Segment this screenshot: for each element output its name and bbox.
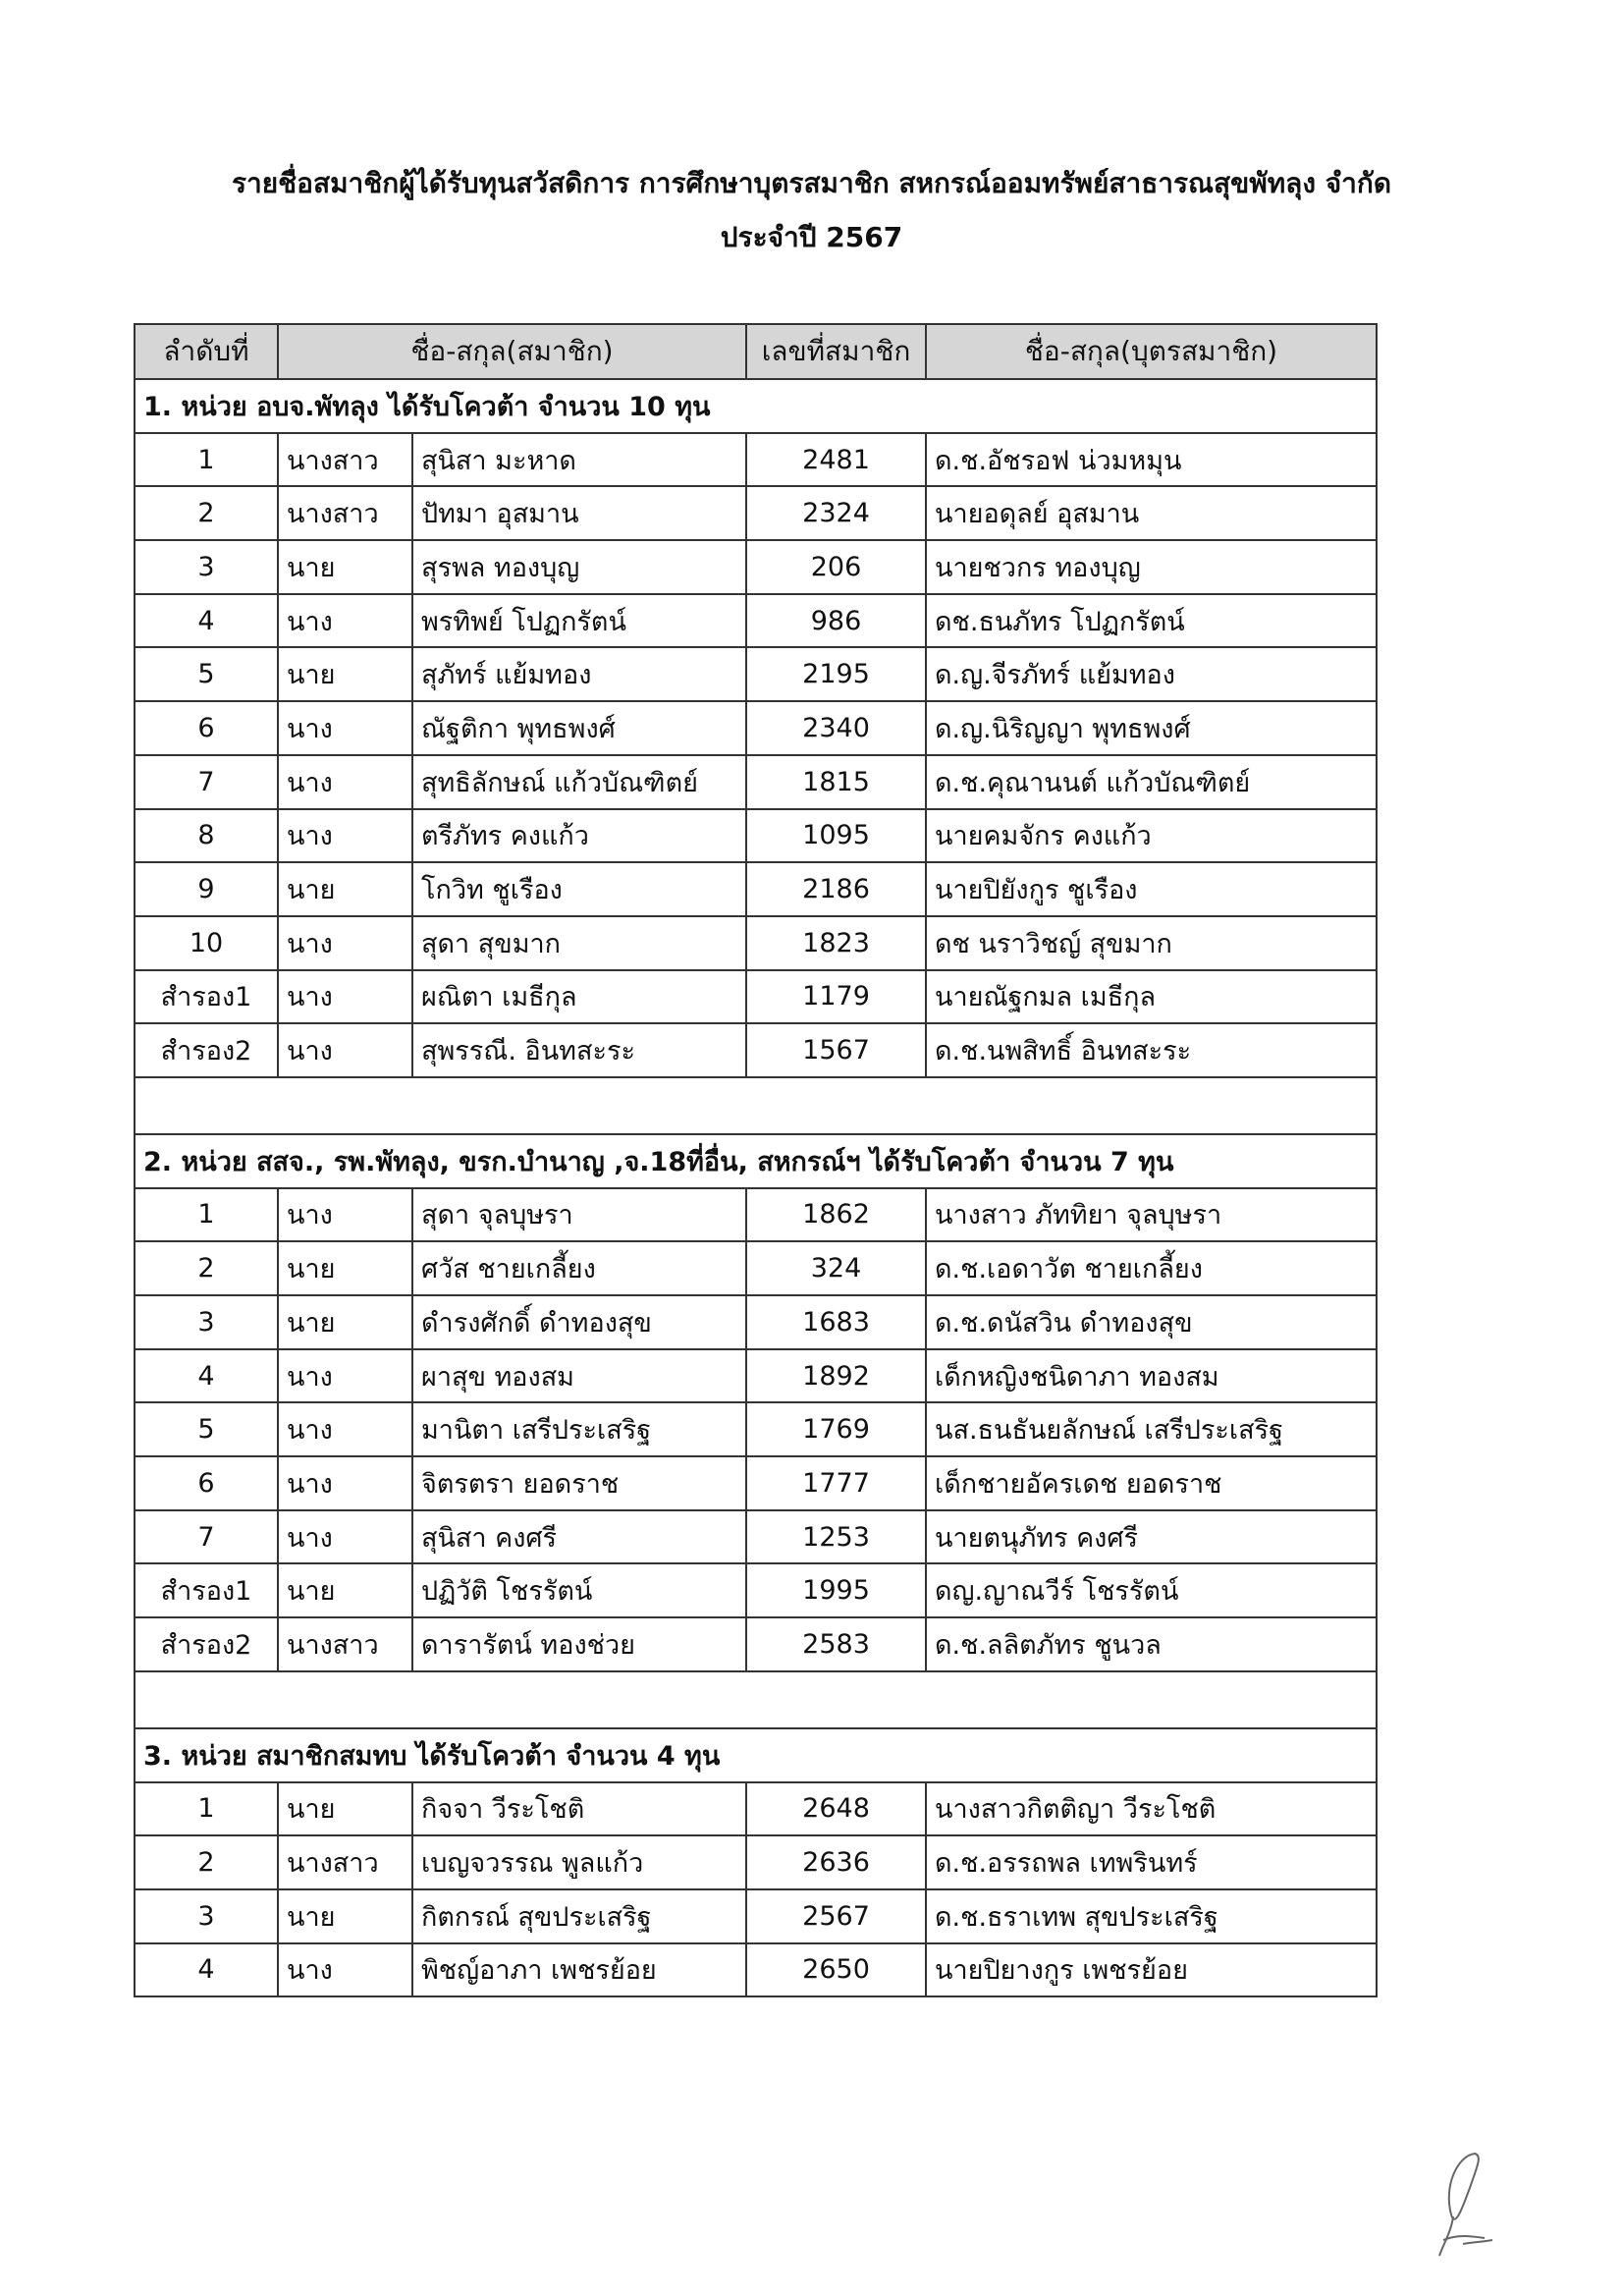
cell-member-id: 1769: [746, 1402, 926, 1456]
cell-no: 4: [135, 1349, 278, 1403]
cell-no: 8: [135, 809, 278, 863]
cell-member-name: พรทิพย์ โปฏกรัตน์: [412, 594, 746, 648]
cell-member-id: 2340: [746, 701, 926, 755]
cell-child-name: ด.ช.ลลิตภัทร ชูนวล: [926, 1617, 1377, 1671]
table-row: [135, 1617, 1377, 1671]
cell-member-id: 324: [746, 1241, 926, 1295]
cell-prefix: นางสาว: [278, 433, 412, 487]
cell-no: 7: [135, 1510, 278, 1564]
cell-child-name: ดช.ธนภัทร โปฏกรัตน์: [926, 594, 1377, 648]
cell-child-name: นายปิยังกูร ชูเรือง: [926, 862, 1377, 916]
cell-child-name: นางสาว ภัททิยา จุลบุษรา: [926, 1188, 1377, 1242]
table-row: [135, 647, 1377, 701]
cell-no: 1: [135, 433, 278, 487]
cell-member-id: 2186: [746, 862, 926, 916]
section-heading: 1. หน่วย อบจ.พัทลุง ได้รับโควต้า จำนวน 10 ทุน: [135, 379, 1377, 433]
cell-member-name: ผาสุข ทองสม: [412, 1349, 746, 1403]
cell-member-name: เบญจวรรณ พูลแก้ว: [412, 1835, 746, 1889]
cell-prefix: นาย: [278, 540, 412, 594]
cell-member-id: 2648: [746, 1782, 926, 1836]
table-row: [135, 1563, 1377, 1617]
scholarship-table: [134, 323, 1378, 1997]
cell-no: 5: [135, 1402, 278, 1456]
cell-child-name: ด.ญ.นิริญญา พุทธพงศ์: [926, 701, 1377, 755]
cell-no: 2: [135, 1241, 278, 1295]
cell-member-id: 1823: [746, 916, 926, 970]
cell-no: สำรอง1: [135, 1563, 278, 1617]
cell-child-name: เด็กหญิงชนิดาภา ทองสม: [926, 1349, 1377, 1403]
cell-child-name: ด.ช.อัชรอฟ น่วมหมุน: [926, 433, 1377, 487]
cell-member-id: 1995: [746, 1563, 926, 1617]
cell-member-id: 1567: [746, 1023, 926, 1077]
table-row: [135, 1023, 1377, 1077]
section-heading: 2. หน่วย สสจ., รพ.พัทลุง, ขรก.บำนาญ ,จ.18ที่อื่น, สหกรณ์ฯ ได้รับโควต้า จำนวน 7 ทุน: [135, 1134, 1377, 1188]
cell-member-name: ปัทมา อุสมาน: [412, 486, 746, 540]
cell-member-id: 206: [746, 540, 926, 594]
cell-prefix: นาย: [278, 647, 412, 701]
cell-member-name: ดารารัตน์ ทองช่วย: [412, 1617, 746, 1671]
cell-member-name: ดำรงศักดิ์ ดำทองสุข: [412, 1295, 746, 1349]
table-row: [135, 809, 1377, 863]
cell-prefix: นาง: [278, 755, 412, 809]
table-row: [135, 1402, 1377, 1456]
cell-member-id: 1862: [746, 1188, 926, 1242]
section-heading-row: [135, 1134, 1377, 1188]
cell-no: 9: [135, 862, 278, 916]
cell-prefix: นาย: [278, 1889, 412, 1943]
cell-no: 2: [135, 486, 278, 540]
cell-member-name: ศวัส ชายเกลี้ยง: [412, 1241, 746, 1295]
cell-prefix: นาง: [278, 594, 412, 648]
section-heading-row: [135, 379, 1377, 433]
table-row: [135, 970, 1377, 1024]
cell-child-name: ด.ช.คุณานนต์ แก้วบัณฑิตย์: [926, 755, 1377, 809]
cell-member-id: 1777: [746, 1456, 926, 1510]
header-no: ลำดับที่: [135, 324, 278, 379]
table-row: [135, 1241, 1377, 1295]
cell-prefix: นาง: [278, 1402, 412, 1456]
cell-member-id: 1179: [746, 970, 926, 1024]
table-header-row: [135, 324, 1377, 379]
table-row: [135, 433, 1377, 487]
cell-no: 7: [135, 755, 278, 809]
cell-member-name: กิตกรณ์ สุขประเสริฐ: [412, 1889, 746, 1943]
cell-prefix: นาย: [278, 1241, 412, 1295]
cell-no: สำรอง1: [135, 970, 278, 1024]
blank-cell: [135, 1671, 1377, 1728]
table-row: [135, 1889, 1377, 1943]
cell-no: 2: [135, 1835, 278, 1889]
cell-prefix: นาย: [278, 1782, 412, 1836]
table-row: [135, 1943, 1377, 1997]
cell-no: 3: [135, 1295, 278, 1349]
table-row: [135, 1188, 1377, 1242]
header-member-name: ชื่อ-สกุล(สมาชิก): [278, 324, 746, 379]
cell-child-name: นายอดุลย์ อุสมาน: [926, 486, 1377, 540]
cell-child-name: ด.ช.เอดาวัต ชายเกลี้ยง: [926, 1241, 1377, 1295]
cell-member-name: สุทธิลักษณ์ แก้วบัณฑิตย์: [412, 755, 746, 809]
cell-prefix: นาง: [278, 809, 412, 863]
table-row: [135, 1349, 1377, 1403]
cell-no: 6: [135, 701, 278, 755]
cell-member-id: 1253: [746, 1510, 926, 1564]
cell-member-name: สุพรรณี. อินทสะระ: [412, 1023, 746, 1077]
cell-member-name: มานิตา เสรีประเสริฐ: [412, 1402, 746, 1456]
cell-member-id: 2650: [746, 1943, 926, 1997]
section-heading: 3. หน่วย สมาชิกสมทบ ได้รับโควต้า จำนวน 4 ทุน: [135, 1728, 1377, 1782]
cell-member-id: 2195: [746, 647, 926, 701]
table-row: [135, 1456, 1377, 1510]
cell-no: 4: [135, 1943, 278, 1997]
cell-member-name: ตรีภัทร คงแก้ว: [412, 809, 746, 863]
cell-child-name: ด.ช.ธราเทพ สุขประเสริฐ: [926, 1889, 1377, 1943]
table-row: [135, 1295, 1377, 1349]
table-row: [135, 862, 1377, 916]
signature-image: [1414, 2146, 1512, 2264]
table-body: [135, 379, 1377, 1996]
cell-member-name: จิตรตรา ยอดราช: [412, 1456, 746, 1510]
cell-child-name: ด.ช.นพสิทธิ์ อินทสะระ: [926, 1023, 1377, 1077]
table-row: [135, 701, 1377, 755]
cell-prefix: นาง: [278, 1023, 412, 1077]
table-row: [135, 594, 1377, 648]
cell-member-id: 2324: [746, 486, 926, 540]
cell-child-name: ด.ญ.จีรภัทร์ แย้มทอง: [926, 647, 1377, 701]
cell-prefix: นาย: [278, 1295, 412, 1349]
cell-member-name: สุนิสา มะหาด: [412, 433, 746, 487]
cell-member-name: สุนิสา คงศรี: [412, 1510, 746, 1564]
cell-member-id: 1892: [746, 1349, 926, 1403]
cell-child-name: นส.ธนธันยลักษณ์ เสรีประเสริฐ: [926, 1402, 1377, 1456]
table-row: [135, 540, 1377, 594]
cell-no: 5: [135, 647, 278, 701]
cell-member-id: 2636: [746, 1835, 926, 1889]
cell-member-id: 1683: [746, 1295, 926, 1349]
cell-member-id: 1815: [746, 755, 926, 809]
cell-member-name: พิชญ์อาภา เพชรย้อย: [412, 1943, 746, 1997]
cell-child-name: นายชวกร ทองบุญ: [926, 540, 1377, 594]
cell-child-name: ดญ.ญาณวีร์ โชรรัตน์: [926, 1563, 1377, 1617]
cell-member-id: 986: [746, 594, 926, 648]
table-row: [135, 1835, 1377, 1889]
cell-member-name: สุภัทร์ แย้มทอง: [412, 647, 746, 701]
blank-row: [135, 1671, 1377, 1728]
cell-member-id: 1095: [746, 809, 926, 863]
document-title: รายชื่อสมาชิกผู้ได้รับทุนสวัสดิการ การศึกษาบุตรสมาชิก สหกรณ์ออมทรัพย์สาธารณสุขพัทลุง จำกัด: [231, 167, 1392, 199]
document-subtitle-year: ประจำปี 2567: [720, 221, 903, 253]
cell-prefix: นางสาว: [278, 1835, 412, 1889]
cell-prefix: นางสาว: [278, 486, 412, 540]
cell-no: สำรอง2: [135, 1617, 278, 1671]
cell-prefix: นาง: [278, 916, 412, 970]
cell-child-name: นายคมจักร คงแก้ว: [926, 809, 1377, 863]
cell-no: 6: [135, 1456, 278, 1510]
table-row: [135, 486, 1377, 540]
cell-no: 1: [135, 1188, 278, 1242]
cell-no: 10: [135, 916, 278, 970]
cell-child-name: นายปิยางกูร เพชรย้อย: [926, 1943, 1377, 1997]
header-child-name: ชื่อ-สกุล(บุตรสมาชิก): [926, 324, 1377, 379]
cell-member-name: โกวิท ชูเรือง: [412, 862, 746, 916]
cell-no: สำรอง2: [135, 1023, 278, 1077]
table-row: [135, 1782, 1377, 1836]
cell-member-name: สุดา จุลบุษรา: [412, 1188, 746, 1242]
cell-member-id: 2583: [746, 1617, 926, 1671]
cell-prefix: นาง: [278, 1943, 412, 1997]
cell-child-name: นางสาวกิตติญา วีระโชติ: [926, 1782, 1377, 1836]
table-row: [135, 1510, 1377, 1564]
cell-prefix: นาง: [278, 970, 412, 1024]
cell-child-name: ด.ช.อรรถพล เทพรินทร์: [926, 1835, 1377, 1889]
cell-member-name: ณัฐติกา พุทธพงศ์: [412, 701, 746, 755]
cell-no: 3: [135, 540, 278, 594]
cell-member-name: ปฏิวัติ โชรรัตน์: [412, 1563, 746, 1617]
cell-child-name: เด็กชายอัครเดช ยอดราช: [926, 1456, 1377, 1510]
cell-child-name: ด.ช.ดนัสวิน ดำทองสุข: [926, 1295, 1377, 1349]
cell-no: 4: [135, 594, 278, 648]
table-row: [135, 916, 1377, 970]
cell-child-name: ดช นราวิชญ์ สุขมาก: [926, 916, 1377, 970]
cell-prefix: นาง: [278, 701, 412, 755]
cell-prefix: นาง: [278, 1188, 412, 1242]
cell-prefix: นาง: [278, 1456, 412, 1510]
cell-member-name: สุดา สุขมาก: [412, 916, 746, 970]
cell-prefix: นาง: [278, 1510, 412, 1564]
blank-cell: [135, 1077, 1377, 1134]
cell-member-id: 2481: [746, 433, 926, 487]
cell-member-name: สุรพล ทองบุญ: [412, 540, 746, 594]
cell-member-name: กิจจา วีระโชติ: [412, 1782, 746, 1836]
cell-no: 1: [135, 1782, 278, 1836]
cell-prefix: นาย: [278, 862, 412, 916]
section-heading-row: [135, 1728, 1377, 1782]
cell-member-id: 2567: [746, 1889, 926, 1943]
cell-prefix: นาง: [278, 1349, 412, 1403]
cell-member-name: ผณิตา เมธีกุล: [412, 970, 746, 1024]
cell-child-name: นายณัฐกมล เมธีกุล: [926, 970, 1377, 1024]
header-member-id: เลขที่สมาชิก: [746, 324, 926, 379]
blank-row: [135, 1077, 1377, 1134]
cell-no: 3: [135, 1889, 278, 1943]
cell-prefix: นาย: [278, 1563, 412, 1617]
table-row: [135, 755, 1377, 809]
cell-child-name: นายตนุภัทร คงศรี: [926, 1510, 1377, 1564]
cell-prefix: นางสาว: [278, 1617, 412, 1671]
